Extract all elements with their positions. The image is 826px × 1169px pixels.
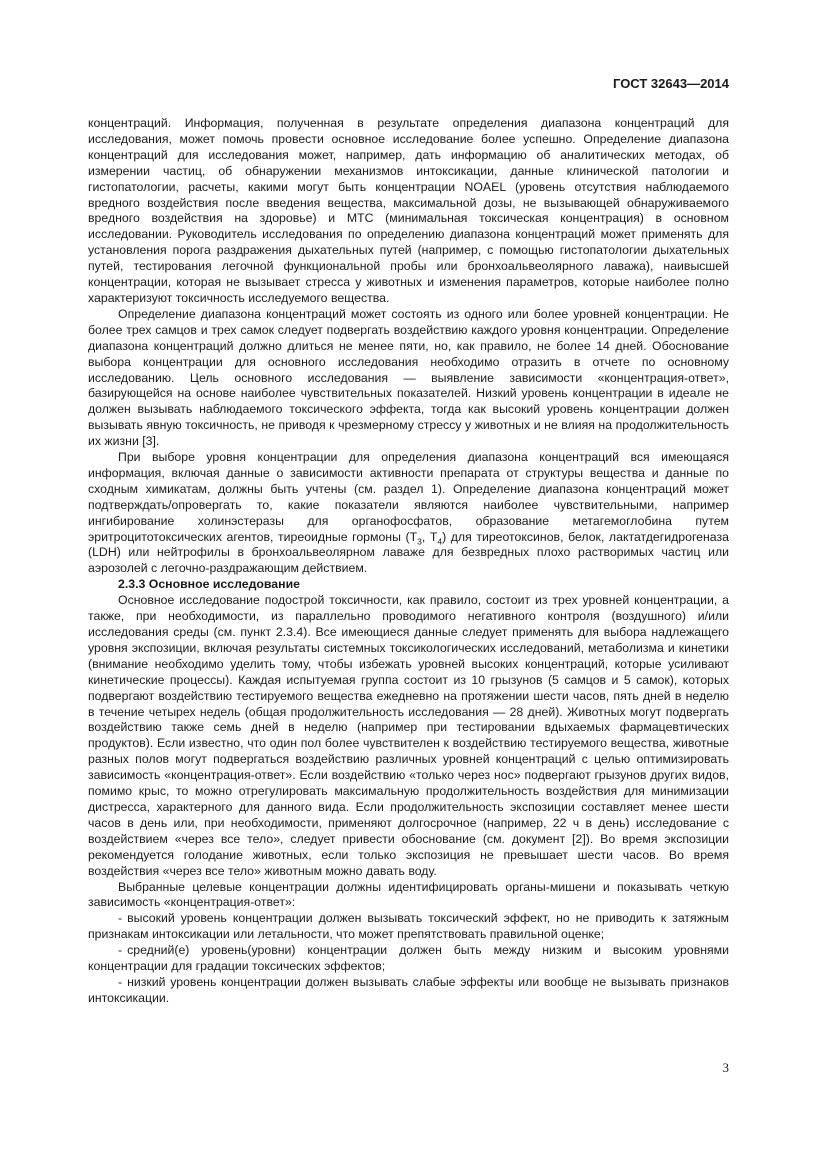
list-bullet: - [118, 974, 123, 989]
paragraph: концентраций. Информация, полученная в результате определения диапазона концентраций для исследования, может помочь провести основное исследование более успешно. Определение диапазона концентраций для исследования может, например, дать информацию об аналитических методах, об измерении частиц, об обнаружении механизмов интоксикации, данные клинической патологии и гистопатологии, расчеты, какими могут быть концентрации NOAEL (уровень отсутствия наблюдаемого вредного воздействия после введения вещества, максимальной дозы, не вызывающей обнаруживаемого вредного воздействия на здоровье) и МТС (минимальная токсическая концентрация) в основном исследовании. Руководитель исследования по определению диапазона концентраций может применять для установления порога раздражения дыхательных путей (например, с помощью гистопатологии дыхательных путей, тестирования легочной функциональной пробы или бронхоальвеолярного лаважа), наивысшей концентрации, которая не вызывает стресса у животных и изменения параметров, которые наиболее полно характеризуют токсичность исследуемого вещества. [88, 116, 729, 305]
section-heading: 2.3.3 Основное исследование [118, 577, 300, 592]
paragraph [88, 450, 729, 577]
document-header: ГОСТ 32643—2014 [613, 76, 729, 91]
paragraph: Определение диапазона концентраций может состоять из одного или более уровней концентрации. Не более трех самцов и трех самок следует подвергать воздействию каждого уровня концентрации. Определение диапазона концентраций должно длиться не менее пяти, но, как правило, не более 14 дней. Обоснование выбора концентрации для основного исследования необходимо отразить в отчете по основному исследованию. Цель основного исследования — выявление зависимости «концентрация-ответ», базирующейся на основе наиболее чувствительных показателей. Низкий уровень концентрации в идеале не должен вызывать наблюдаемого токсического эффекта, тогда как высокий уровень концентрации должен вызывать явную токсичность, не приводя к чрезмерному стрессу у животных и не влияя на продолжительность их жизни [3]. [88, 306, 729, 449]
paragraph: Выбранные целевые концентрации должны идентифицировать органы-мишени и показывать четкую зависимость «концентрация-ответ»: [88, 879, 729, 910]
list-item [88, 943, 729, 975]
list-item [88, 911, 729, 943]
paragraph-text: ) для тиреотоксинов, белок, лактатдегидрогеназа (LDH) или нейтрофилы в бронхоальвеолярном лаваже для безвредных плохо растворимых частиц или аэрозолей с легочно-раздражающим действием. [88, 529, 729, 576]
list-item [88, 975, 729, 1007]
list-item-text: высокий уровень концентрации должен вызывать токсический эффект, но не приводить к затяжным признакам интоксикации или летальности, что может препятствовать правильной оценке; [88, 911, 729, 942]
document-body [88, 116, 729, 1007]
paragraph: Основное исследование подострой токсичности, как правило, состоит из трех уровней концентрации, а также, при необходимости, из параллельно проводимого негативного контроля (воздушного) и/или исследования среды (см. пункт 2.3.4). Все имеющиеся данные следует применять для выбора надлежащего уровня экспозиции, включая результаты системных токсикологических исследований, метаболизма и кинетики (внимание необходимо уделить тому, чтобы избежать уровней высоких концентраций, которые усиливают кинетические процессы). Каждая испытуемая группа состоит из 10 грызунов (5 самцов и 5 самок), которых подвергают воздействию тестируемого вещества ежедневно на протяжении шести часов, пять дней в неделю в течение четырех недель (общая продолжительность исследования — 28 дней). Животных могут подвергать воздействию также семь дней в неделю (например при тестировании вдыхаемых фармацевтических продуктов). Если известно, что один пол более чувствителен к воздействию тестируемого вещества, животные разных полов могут подвергаться воздействию различных уровней концентраций с целью оптимизировать зависимость «концентрация-ответ». Если воздействию «только через нос» подвергают грызунов других видов, помимо крыс, то можно отрегулировать максимальную продолжительность воздействия для минимизации дистресса, характерного для данного вида. Если продолжительность экспозиции составляет менее шести часов в день или, при необходимости, применяют долгосрочное (например, 22 ч в день) исследование с воздействием «через все тело», следует привести обоснование (см. документ [2]). Во время экспозиции рекомендуется голодание животных, если только экспозиция не превышает шести часов. Во время воздействия «через все тело» животным можно давать воду. [88, 593, 729, 878]
list-item-text: низкий уровень концентрации должен вызывать слабые эффекты или вообще не вызывать признаков интоксикации. [88, 974, 729, 1005]
subscript: 3 [417, 536, 422, 547]
list-bullet: - [118, 911, 123, 926]
paragraph-text: При выборе уровня концентрации для определения диапазона концентраций вся имеющаяся информация, включая данные о зависимости активности препарата от структуры вещества и данные по сходным химикатам, должны быть учтены (см. раздел 1). Определение диапазона концентраций может подтверждать/опровергать то, какие показатели являются наиболее чувствительными, например ингибирование холинэстеразы для органофосфатов, образование метагемоглобина путем эритроцитотоксических агентов, тиреоидные гормоны (Т [88, 450, 729, 544]
page-number: 3 [722, 1060, 729, 1075]
list-item-text: средний(е) уровень(уровни) концентрации должен быть между низким и высоким уровнями концентрации для градации токсических эффектов; [88, 943, 729, 974]
subscript: 4 [437, 536, 443, 547]
list-bullet: - [118, 943, 123, 958]
paragraph-text: , Т [421, 529, 438, 544]
